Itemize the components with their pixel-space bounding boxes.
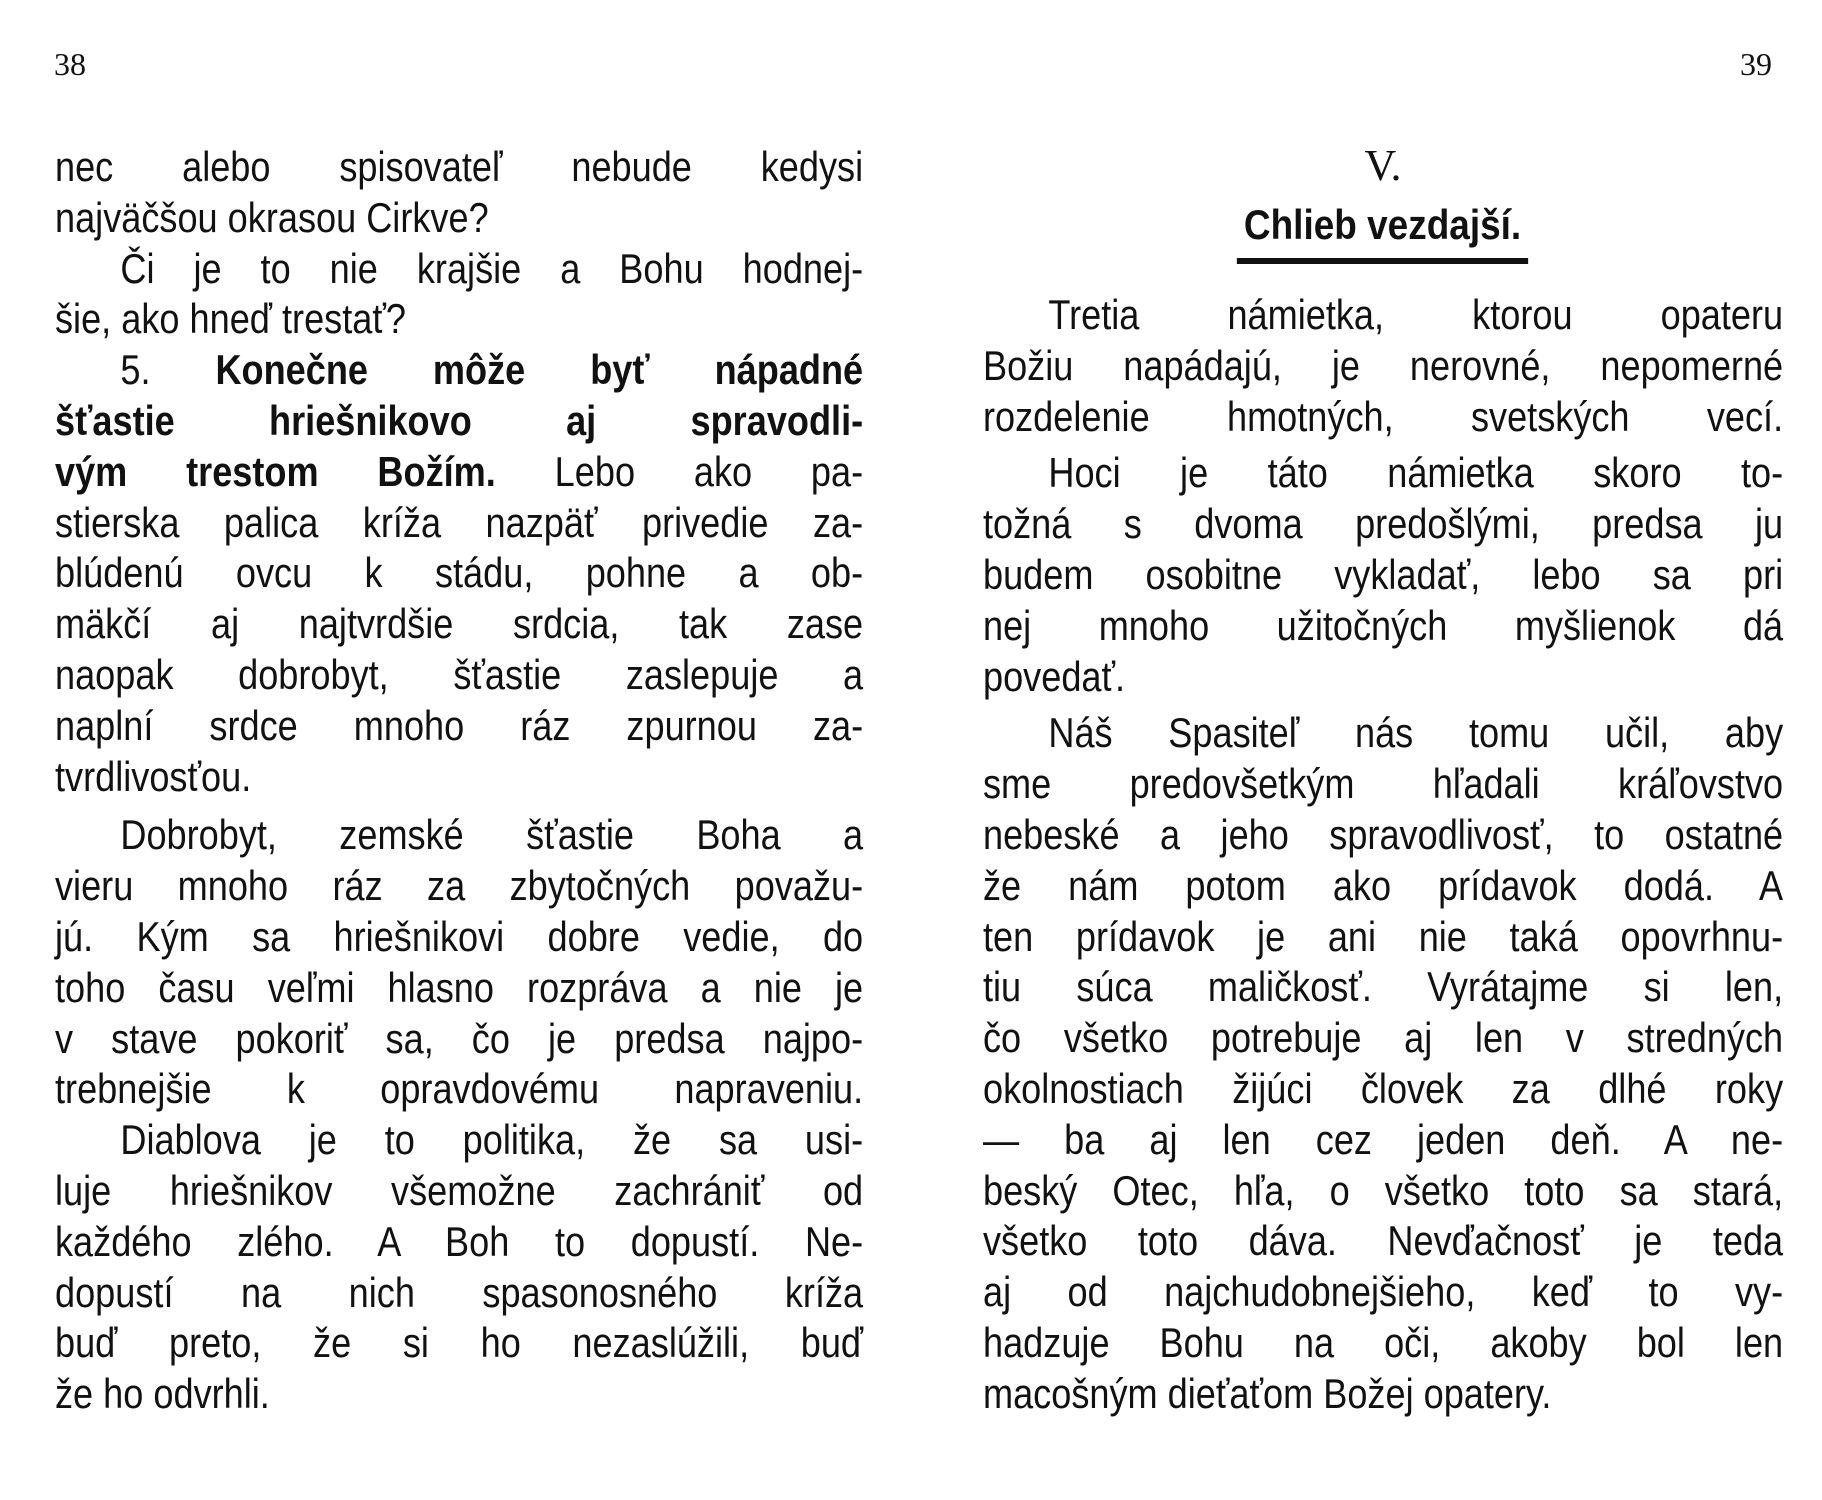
text-line: naopak dobrobyt, šťastie zaslepuje a [55,650,864,698]
text-line: hadzuje Bohu na oči, akoby bol len [983,1318,1784,1366]
page-number-right: 39 [1740,46,1772,82]
right-page-text [983,142,1783,1420]
text-line [55,345,863,396]
text-line: macošným dieťaťom Božej opatery. [983,1369,1552,1417]
text-line: najväčšou okrasou Cirkve? [55,193,489,241]
text-line: Či je to nie krajšie a Bohu hodnej- [120,244,864,292]
text-line: Diablova je to politika, že sa usi- [120,1116,864,1164]
text-line: v stave pokoriť sa, čo je predsa najpo- [55,1014,864,1062]
chapter-title: Chlieb vezdajší. [1237,202,1528,264]
text-line: beský Otec, hľa, o všetko toto sa stará, [983,1166,1784,1214]
section-heading-line: šťastie hriešnikovo aj spravodli- [55,396,864,444]
text-line: ten prídavok je ani nie taká opovrhnu- [983,912,1784,960]
chapter-title-block [983,202,1783,264]
text-line: Náš Spasiteľ nás tomu učil, aby [1048,709,1784,757]
text-line: budem osobitne vykladať, lebo sa pri [983,550,1784,598]
section-number: 5. [120,346,151,394]
text-line: povedať. [983,652,1126,700]
text-line: toho času veľmi hlasno rozpráva a nie je [55,963,864,1011]
text-line: čo všetko potrebuje aj len v stredných [983,1014,1784,1062]
text-fragment: Lebo ako pa- [554,447,864,495]
text-line: stierska palica kríža nazpäť privedie za- [55,498,864,546]
text-line: že ho odvrhli. [55,1370,270,1418]
text-line: buď preto, že si ho nezaslúžili, buď [55,1319,864,1367]
text-line: tvrdlivosťou. [55,752,252,800]
text-line: jú. Kým sa hriešnikovi dobre vedie, do [55,912,864,960]
text-line: Božiu napádajú, je nerovné, nepomerné [983,341,1784,389]
text-line: že nám potom ako prídavok dodá. A [983,861,1784,909]
text-line: všetko toto dáva. Nevďačnosť je teda [983,1217,1784,1265]
text-line: každého zlého. A Boh to dopustí. Ne- [55,1217,864,1265]
text-line: okolnostiach žijúci človek za dlhé roky [983,1064,1784,1112]
text-line: tožná s dvoma predošlými, predsa ju [983,500,1784,548]
text-line: dopustí na nich spasonosného kríža [55,1268,864,1316]
text-line: naplní srdce mnoho ráz zpurnou za- [55,701,864,749]
text-line: — ba aj len cez jeden deň. A ne- [983,1115,1784,1163]
page-number-left: 38 [54,46,86,82]
text-line: sme predovšetkým hľadali kráľovstvo [983,760,1784,808]
text-line: Hoci je táto námietka skoro to- [1048,449,1784,497]
chapter-number: V. [1364,141,1402,190]
text-line: vieru mnoho ráz za zbytočných považu- [55,862,864,910]
text-line: Dobrobyt, zemské šťastie Boha a [120,811,864,859]
text-line: nec alebo spisovateľ nebude kedysi [55,143,864,190]
text-line: tiu súca maličkosť. Vyrátajme si len, [983,963,1784,1011]
text-line: nej mnoho užitočných myšlienok dá [983,601,1784,649]
text-line: šie, ako hneď trestať? [55,295,407,343]
section-heading: Konečne môže byť nápadné [215,346,864,394]
text-line: trebnejšie k opravdovému napraveniu. [55,1065,864,1113]
text-line: aj od najchudobnejšieho, keď to vy- [983,1268,1784,1316]
left-page-text [55,142,863,1420]
text-line: mäkčí aj najtvrdšie srdcia, tak zase [55,600,864,648]
text-line: Tretia námietka, ktorou opateru [1048,291,1784,338]
text-line: blúdenú ovcu k stádu, pohne a ob- [55,549,864,597]
section-heading-end: vým trestom Božím. [55,447,496,495]
text-line: luje hriešnikov všemožne zachrániť od [55,1166,864,1214]
text-line: nebeské a jeho spravodlivosť, to ostatné [983,810,1784,858]
text-line [55,447,863,498]
text-line: rozdelenie hmotných, svetských vecí. [983,392,1784,440]
